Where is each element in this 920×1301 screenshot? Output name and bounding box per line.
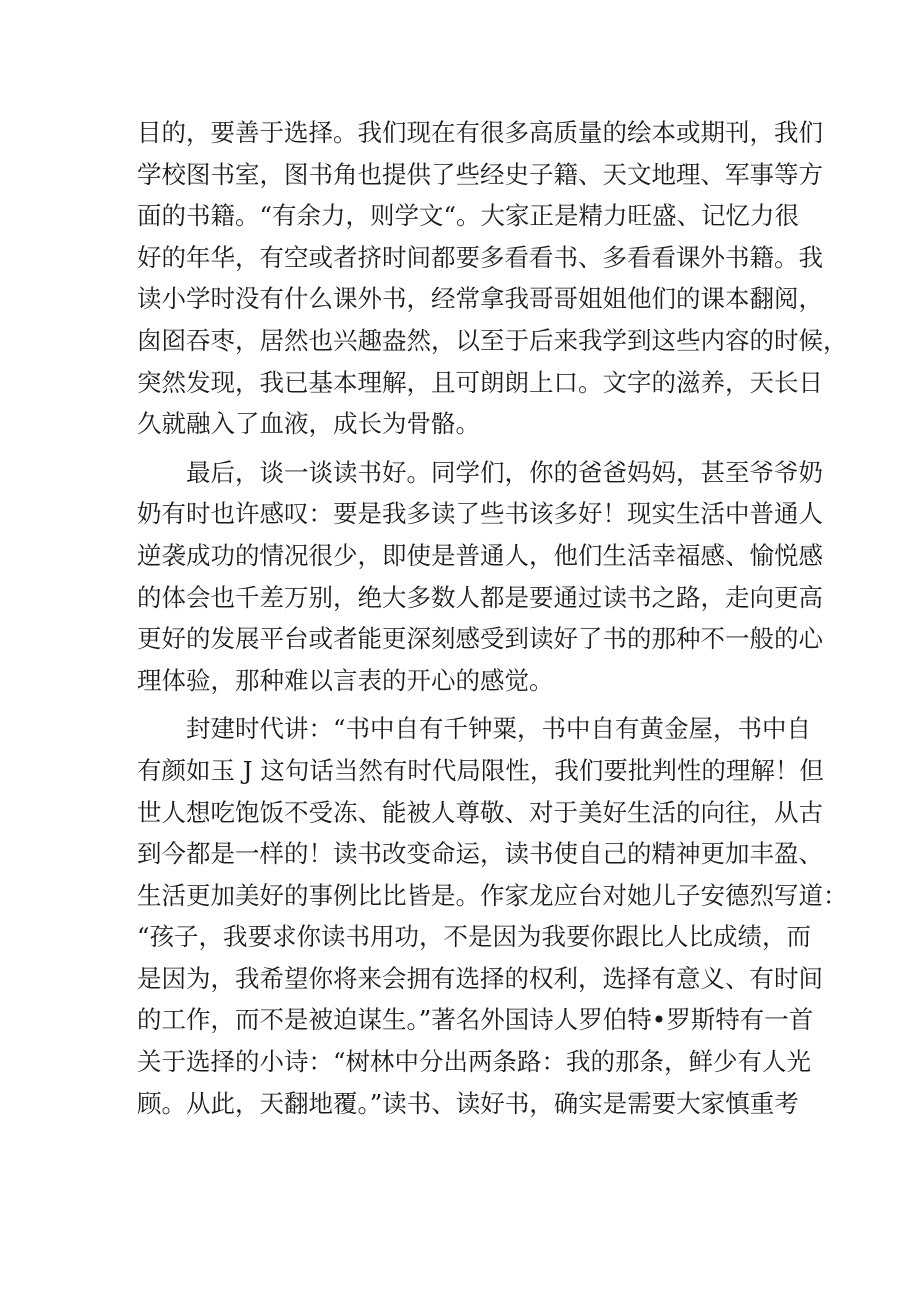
text-line: 的工作，而不是被迫谋生。”著名外国诗人罗伯特•罗斯特有一首	[137, 1005, 814, 1035]
paragraph-spacer	[137, 701, 797, 708]
text-line: 目的，要善于选择。我们现在有很多高质量的绘本或期刊，我们	[137, 118, 823, 147]
text-line: 关于选择的小诗：“树林中分出两条路：我的那条，鲜少有人光	[137, 1047, 812, 1077]
text-line: 有颜如玉 J 这句话当然有时代局限性，我们要批判性的理解！但	[137, 755, 824, 785]
text-line: 生活更加美好的事例比比皆是。作家龙应台对她儿子安德烈写道：	[137, 880, 848, 910]
body-text	[137, 112, 848, 1124]
text-line: 最后，谈一谈读书好。同学们，你的爸爸妈妈，甚至爷爷奶	[137, 457, 823, 487]
text-line: 封建时代讲：“书中自有千钟粟，书中自有黄金屋，书中自	[137, 714, 812, 744]
text-line: 世人想吃饱饭不受冻、能被人尊敬、对于美好生活的向往，从古	[137, 797, 823, 827]
text-line: 突然发现，我已基本理解，且可朗朗上口。文字的滋养，天长日	[137, 367, 823, 397]
paragraph	[137, 452, 823, 702]
text-line: 到今都是一样的！读书改变命运，读书使自己的精神更加丰盈、	[137, 839, 823, 869]
text-line: 面的书籍。“有余力，则学文“。大家正是精力旺盛、记忆力很	[137, 201, 800, 231]
text-line: 是因为，我希望你将来会拥有选择的权利，选择有意义、有时间	[137, 963, 823, 993]
paragraph	[137, 112, 848, 445]
text-line: 逆袭成功的情况很少，即使是普通人，他们生活幸福感、愉悦感	[137, 540, 823, 570]
text-line: 久就融入了血液，成长为骨骼。	[137, 409, 480, 439]
text-line: 理体验，那种难以言表的开心的感觉。	[137, 665, 554, 695]
text-line: “孩子，我要求你读书用功，不是因为我要你跟比人比成绩，而	[137, 922, 812, 952]
text-line: 学校图书室，图书角也提供了些经史子籍、天文地理、军事等方	[137, 159, 823, 189]
paragraph	[137, 708, 848, 1124]
text-line: 的体会也千差万别，绝大多数人都是要通过读书之路，走向更高	[137, 582, 823, 612]
paragraph-spacer	[137, 445, 797, 452]
text-line: 顾。从此，天翻地覆。”读书、读好书，确实是需要大家慎重考	[137, 1088, 799, 1118]
text-line: 读小学时没有什么课外书，经常拿我哥哥姐姐他们的课本翻阅，	[137, 284, 823, 314]
text-line: 更好的发展平台或者能更深刻感受到读好了书的那种不一般的心	[137, 624, 823, 654]
text-line: 奶有时也许感叹：要是我多读了些书该多好！现实生活中普通人	[137, 499, 823, 529]
text-line: 囱囵吞枣，居然也兴趣盎然，以至于后来我学到这些内容的时候，	[137, 325, 848, 355]
text-line: 好的年华，有空或者挤时间都要多看看书、多看看课外书籍。我	[137, 242, 823, 272]
